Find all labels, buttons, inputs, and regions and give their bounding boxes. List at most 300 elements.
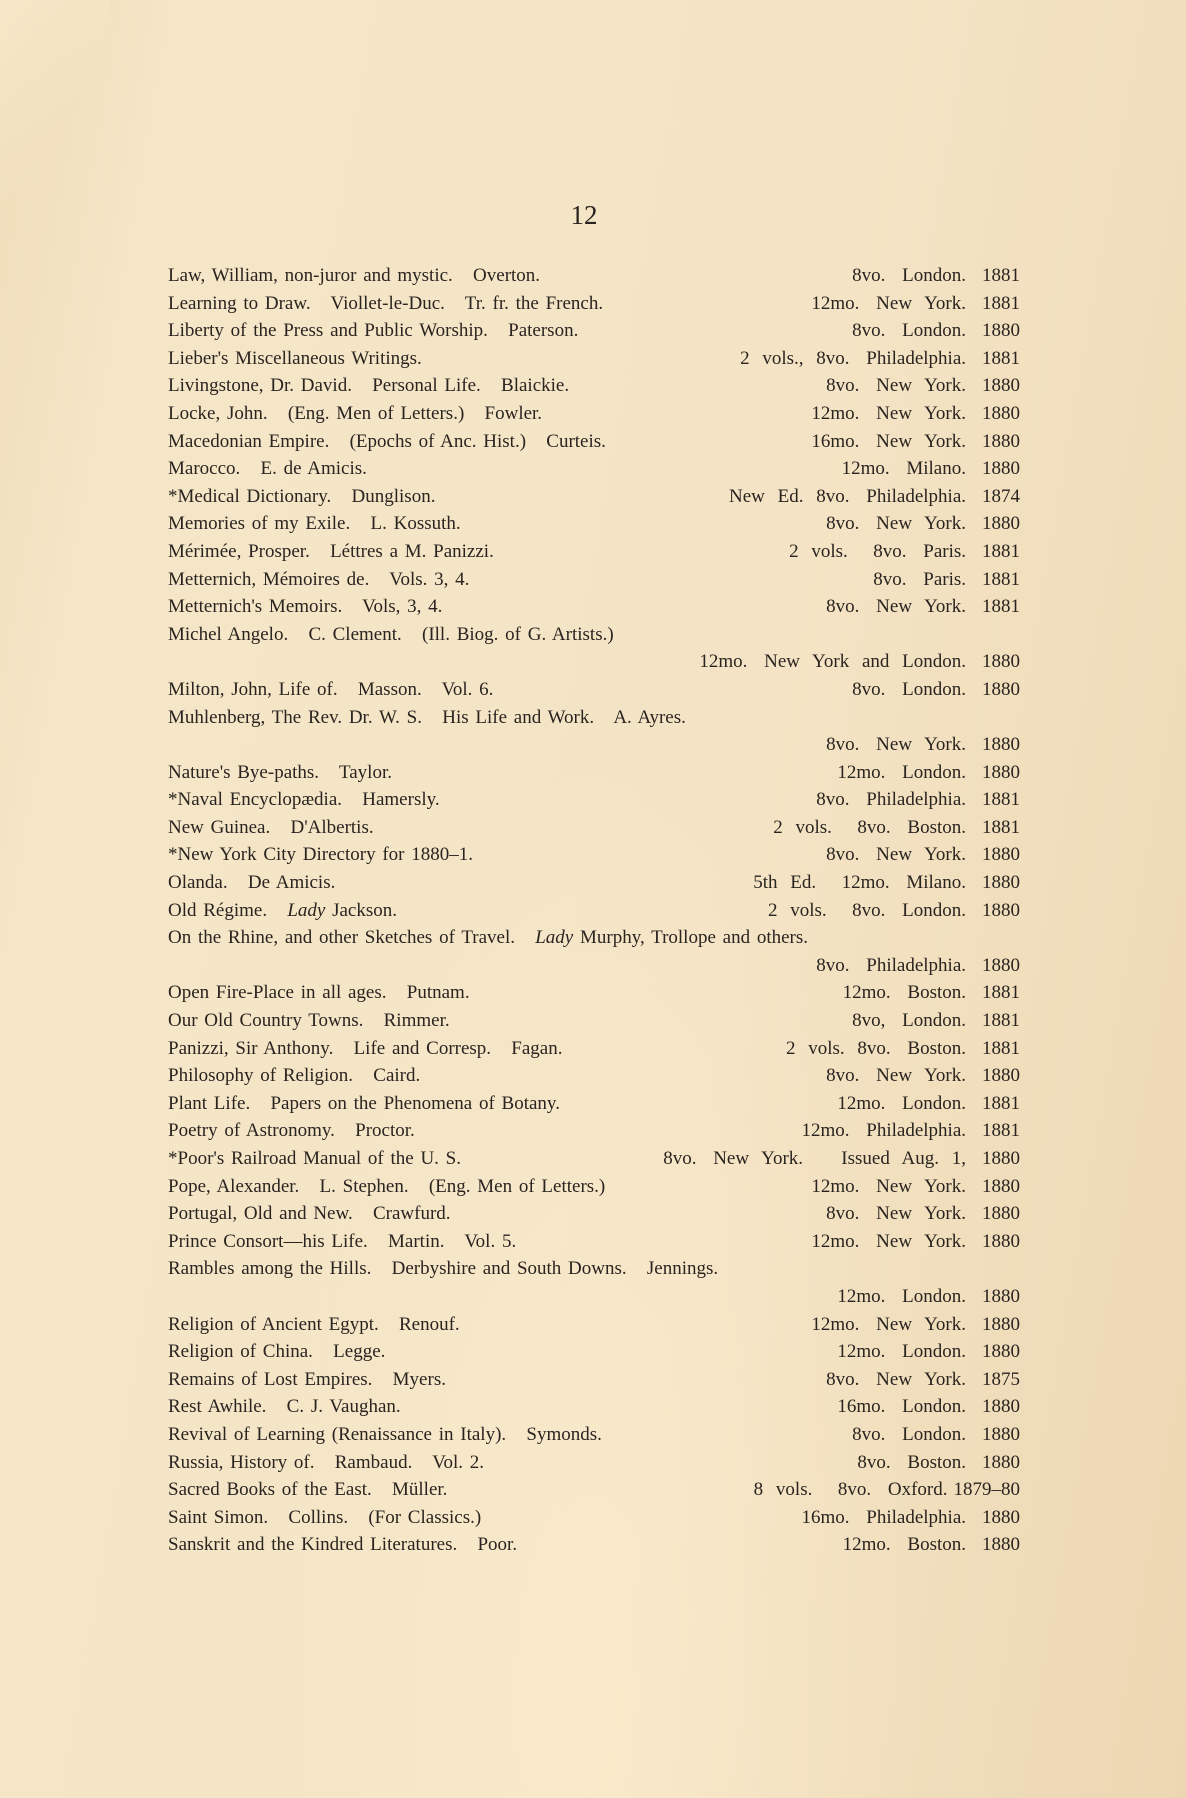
- list-item: [168, 1200, 1020, 1228]
- entry-line: [168, 869, 1020, 897]
- entry-line: [168, 1421, 1020, 1449]
- entry-format: New Ed. 8vo.: [729, 485, 850, 507]
- entry-imprint: [852, 1421, 1020, 1449]
- list-item: [168, 704, 1020, 759]
- entry-format: 2 vols. 8vo.: [767, 899, 886, 921]
- list-item: [168, 621, 1020, 676]
- entry-place: Boston.: [894, 816, 966, 838]
- entry-title: Religion of Ancient Egypt. Renouf.: [168, 1313, 460, 1335]
- entry-year: 1880: [982, 1175, 1020, 1197]
- list-item: [168, 455, 1020, 483]
- list-item: [168, 786, 1020, 814]
- entry-imprint: [811, 1228, 1020, 1256]
- entry-imprint: [843, 979, 1020, 1007]
- entry-year: 1880: [982, 734, 1020, 756]
- entry-title: Learning to Draw. Viollet-le-Duc. Tr. fr. the French.: [168, 292, 604, 314]
- entry-format: 16mo.: [837, 1396, 886, 1418]
- entry-place: New York.: [863, 375, 966, 397]
- entry-format: 8vo.: [816, 954, 850, 976]
- entry-imprint: [773, 814, 1020, 842]
- entry-place: Boston.: [894, 982, 966, 1004]
- entry-place: London.: [889, 265, 966, 286]
- entry-format: 12mo.: [837, 1092, 886, 1114]
- entry-year: 1880: [982, 430, 1020, 452]
- entry-place: London.: [889, 1010, 966, 1032]
- entry-imprint: [842, 455, 1020, 483]
- entry-year: 1880: [982, 402, 1020, 424]
- entry-year: 1881: [982, 1120, 1020, 1142]
- entry-place: Paris.: [910, 568, 966, 590]
- entry-year: 1881: [982, 568, 1020, 590]
- entry-place: New York.: [863, 596, 966, 618]
- entry-line: [168, 676, 1020, 704]
- entry-line-continued: [168, 952, 1020, 980]
- entry-place: New York.: [863, 844, 966, 866]
- entry-format: 12mo.: [811, 1175, 860, 1197]
- entry-title: Law, William, non-juror and mystic. Overton.: [168, 265, 541, 286]
- entry-line: [168, 1145, 1020, 1173]
- entry-imprint: [826, 1062, 1020, 1090]
- entry-format: 8vo.: [826, 734, 860, 756]
- entry-title: Saint Simon. Collins. (For Classics.): [168, 1506, 482, 1528]
- list-item: [168, 510, 1020, 538]
- list-item: [168, 1228, 1020, 1256]
- entry-format: 8vo.: [826, 513, 860, 535]
- list-item: [168, 538, 1020, 566]
- entry-place: London.: [889, 678, 966, 700]
- entry-place: London.: [889, 1285, 966, 1307]
- entry-line: [168, 566, 1020, 594]
- entry-title: Sanskrit and the Kindred Literatures. Poor.: [168, 1534, 518, 1556]
- entry-title: Livingstone, Dr. David. Personal Life. Blaickie.: [168, 375, 570, 397]
- entry-title: Macedonian Empire. (Epochs of Anc. Hist.) Curteis.: [168, 430, 606, 452]
- entry-imprint: [811, 1311, 1020, 1339]
- entry-line: [168, 1255, 1020, 1283]
- entry-year: 1874: [982, 485, 1020, 507]
- entry-year: 1880: [982, 1506, 1020, 1528]
- list-item: [168, 814, 1020, 842]
- entry-year: 1881: [982, 292, 1020, 314]
- entry-format: 8vo.: [826, 375, 860, 397]
- entry-place: New York.: [863, 292, 966, 314]
- entry-place: New York.: [863, 1368, 966, 1390]
- entry-line: [168, 814, 1020, 842]
- list-item: [168, 1449, 1020, 1477]
- entry-year: 1881: [982, 540, 1020, 562]
- list-item: [168, 428, 1020, 456]
- entry-year: 1880: [982, 954, 1020, 976]
- entry-imprint: [837, 1393, 1020, 1421]
- entry-place: New York.: [863, 1230, 966, 1252]
- list-item: [168, 1062, 1020, 1090]
- entry-line: [168, 1476, 1020, 1504]
- entry-place: London.: [889, 1341, 966, 1363]
- entry-year: 1880: [982, 375, 1020, 397]
- entry-imprint: [811, 290, 1020, 318]
- entry-imprint: [740, 345, 1020, 373]
- entry-year: 1881: [982, 789, 1020, 811]
- entry-place: New York.: [863, 402, 966, 424]
- entry-line: [168, 1338, 1020, 1366]
- entry-imprint: [852, 317, 1020, 345]
- entry-place: New York. Issued Aug. 1,: [700, 1148, 966, 1169]
- entry-year: 1881: [982, 265, 1020, 286]
- entry-year: 1881: [982, 816, 1020, 838]
- entry-format: 8vo.: [857, 1451, 891, 1473]
- entry-title: Rest Awhile. C. J. Vaughan.: [168, 1396, 401, 1418]
- entry-title: Revival of Learning (Renaissance in Italy). Symonds.: [168, 1423, 602, 1445]
- entry-format: 8vo.: [826, 1065, 860, 1087]
- entry-format: 2 vols. 8vo.: [789, 540, 907, 562]
- entry-line: [168, 428, 1020, 456]
- entry-line: [168, 1311, 1020, 1339]
- list-item: [168, 1311, 1020, 1339]
- entry-title: Old Régime. Lady Jackson.: [168, 899, 398, 921]
- entry-imprint: [789, 538, 1020, 566]
- list-item: [168, 290, 1020, 318]
- entry-title: Nature's Bye-paths. Taylor.: [168, 761, 392, 783]
- entry-year: 1880: [982, 1396, 1020, 1418]
- entry-year: 1879–80: [953, 1479, 1020, 1501]
- entry-year: 1880: [982, 513, 1020, 535]
- list-item: [168, 1421, 1020, 1449]
- entry-place: London.: [889, 1423, 966, 1445]
- entry-line: [168, 1531, 1020, 1559]
- entry-place: New York.: [863, 1203, 966, 1225]
- entry-year: 1880: [982, 872, 1020, 894]
- entry-format: 12mo.: [842, 1534, 891, 1556]
- entry-line-continued: [168, 1283, 1020, 1311]
- entry-year: 1881: [982, 1092, 1020, 1114]
- entry-year: 1880: [982, 1203, 1020, 1225]
- entry-format: 8vo,: [852, 1010, 886, 1032]
- entry-line: [168, 786, 1020, 814]
- entry-title: Metternich's Memoirs. Vols, 3, 4.: [168, 596, 443, 618]
- entry-imprint: [801, 1504, 1020, 1532]
- entry-line: [168, 1007, 1020, 1035]
- entry-imprint: [843, 1531, 1020, 1559]
- entry-line: [168, 345, 1020, 373]
- entry-year: 1880: [982, 1341, 1020, 1363]
- entry-place: London.: [889, 899, 966, 921]
- entry-format: 12mo.: [837, 1285, 886, 1307]
- entry-line: [168, 704, 1020, 732]
- list-item: [168, 676, 1020, 704]
- list-item: [168, 345, 1020, 373]
- entry-place: Boston.: [894, 1451, 966, 1473]
- entry-place: Milano.: [893, 458, 966, 480]
- entry-line: [168, 290, 1020, 318]
- entry-format: 8vo.: [852, 265, 886, 286]
- entry-line: [168, 1449, 1020, 1477]
- entry-title: *Poor's Railroad Manual of the U. S.: [168, 1148, 462, 1169]
- entry-line: [168, 400, 1020, 428]
- entry-title: Religion of China. Legge.: [168, 1341, 386, 1363]
- entry-line: [168, 1200, 1020, 1228]
- entry-title: Remains of Lost Empires. Myers.: [168, 1368, 446, 1390]
- entry-title: Panizzi, Sir Anthony. Life and Corresp. Fagan.: [168, 1037, 563, 1059]
- list-item: [168, 1173, 1020, 1201]
- entry-line: [168, 841, 1020, 869]
- entry-line: [168, 897, 1020, 925]
- entry-imprint: [811, 400, 1020, 428]
- entry-title: Pope, Alexander. L. Stephen. (Eng. Men of Letters.): [168, 1175, 606, 1197]
- entry-format: 8vo.: [816, 789, 850, 811]
- entry-imprint: [811, 1173, 1020, 1201]
- bibliography-list: [168, 262, 1020, 1559]
- entry-imprint: [852, 1007, 1020, 1035]
- entry-title: Mérimée, Prosper. Léttres a M. Panizzi.: [168, 540, 494, 562]
- entry-format: 12mo.: [842, 982, 891, 1004]
- list-item: [168, 1007, 1020, 1035]
- entry-line-continued: [168, 648, 1020, 676]
- entry-format: 8 vols. 8vo.: [753, 1479, 872, 1501]
- list-item: [168, 372, 1020, 400]
- entry-line: [168, 621, 1020, 649]
- entry-imprint: [857, 1449, 1020, 1477]
- entry-format: 12mo.: [811, 402, 860, 424]
- list-item: [168, 759, 1020, 787]
- entry-format: 16mo.: [811, 430, 860, 452]
- entry-format: 12mo.: [841, 458, 890, 480]
- entry-imprint: [811, 428, 1020, 456]
- entry-line: [168, 372, 1020, 400]
- entry-year: 1880: [982, 899, 1020, 921]
- list-item: [168, 1531, 1020, 1559]
- entry-imprint: [826, 841, 1020, 869]
- page-fold-shading: [0, 0, 110, 200]
- entry-title-italic: Lady: [535, 927, 574, 949]
- entry-imprint: [826, 1200, 1020, 1228]
- entry-format: 8vo.: [826, 596, 860, 618]
- entry-imprint: [816, 786, 1020, 814]
- list-item: [168, 1338, 1020, 1366]
- entry-year: 1880: [982, 320, 1020, 342]
- entry-imprint: [852, 676, 1020, 704]
- entry-line: [168, 483, 1020, 511]
- entry-place: New York.: [863, 1313, 966, 1335]
- entry-imprint: [826, 372, 1020, 400]
- entry-line: [168, 593, 1020, 621]
- entry-line: [168, 1117, 1020, 1145]
- entry-year: 1881: [982, 1010, 1020, 1032]
- entry-year: 1880: [982, 1451, 1020, 1473]
- entry-line: [168, 979, 1020, 1007]
- entry-place: Philadelphia.: [853, 1506, 966, 1528]
- list-item: [168, 1145, 1020, 1173]
- list-item: [168, 1117, 1020, 1145]
- entry-format: 8vo.: [826, 1203, 860, 1225]
- entry-title: New Guinea. D'Albertis.: [168, 816, 374, 838]
- entry-format: 8vo.: [663, 1148, 697, 1169]
- entry-place: Philadelphia.: [853, 789, 966, 811]
- entry-imprint: [852, 262, 1020, 290]
- entry-format: 8vo.: [826, 1368, 860, 1390]
- list-item: [168, 979, 1020, 1007]
- list-item: [168, 483, 1020, 511]
- entry-line: [168, 1035, 1020, 1063]
- entry-imprint: [826, 731, 1020, 759]
- entry-line-continued: [168, 731, 1020, 759]
- list-item: [168, 1366, 1020, 1394]
- entry-imprint: [786, 1035, 1020, 1063]
- entry-format: 12mo.: [811, 1313, 860, 1335]
- entry-line: [168, 1393, 1020, 1421]
- entry-year: 1880: [982, 458, 1020, 480]
- entry-line: [168, 924, 1020, 952]
- list-item: [168, 262, 1020, 290]
- entry-title: Metternich, Mémoires de. Vols. 3, 4.: [168, 568, 470, 590]
- list-item: [168, 317, 1020, 345]
- entry-place: Boston.: [894, 1534, 966, 1556]
- entry-line: [168, 262, 1020, 290]
- list-item: [168, 1393, 1020, 1421]
- entry-imprint: [826, 1366, 1020, 1394]
- entry-line: [168, 317, 1020, 345]
- entry-imprint: [837, 1283, 1020, 1311]
- entry-place: Philadelphia.: [853, 954, 966, 976]
- entry-format: 8vo.: [852, 678, 886, 700]
- entry-year: 1880: [982, 761, 1020, 783]
- entry-place: Philadelphia.: [853, 485, 966, 507]
- entry-place: Philadelphia.: [853, 1120, 966, 1142]
- entry-title: Prince Consort—his Life. Martin. Vol. 5.: [168, 1230, 517, 1252]
- entry-title: Michel Angelo. C. Clement. (Ill. Biog. of G. Artists.): [168, 623, 614, 645]
- entry-year: 1881: [982, 1037, 1020, 1059]
- entry-title: Locke, John. (Eng. Men of Letters.) Fowler.: [168, 402, 543, 424]
- entry-title: *Medical Dictionary. Dunglison.: [168, 485, 436, 507]
- entry-format: 12mo.: [837, 761, 886, 783]
- entry-year: 1880: [982, 1285, 1020, 1307]
- entry-imprint: [837, 1338, 1020, 1366]
- entry-title: *Naval Encyclopædia. Hamersly.: [168, 789, 440, 811]
- entry-imprint: [837, 759, 1020, 787]
- entry-line: [168, 759, 1020, 787]
- entry-imprint: [801, 1117, 1020, 1145]
- entry-imprint: [768, 897, 1020, 925]
- list-item: [168, 566, 1020, 594]
- entry-title: Philosophy of Religion. Caird.: [168, 1065, 421, 1087]
- page-number: 12: [570, 200, 598, 230]
- entry-year: 1881: [982, 596, 1020, 618]
- entry-title: On the Rhine, and other Sketches of Travel. Lady Murphy, Trollope and others.: [168, 927, 809, 949]
- entry-title: Lieber's Miscellaneous Writings.: [168, 347, 422, 369]
- entry-year: 1880: [982, 844, 1020, 866]
- list-item: [168, 869, 1020, 897]
- entry-line: [168, 1228, 1020, 1256]
- entry-place: Oxford.: [875, 1479, 948, 1501]
- entry-title: Olanda. De Amicis.: [168, 872, 336, 894]
- entry-format: 8vo.: [873, 568, 907, 590]
- entry-line: [168, 1062, 1020, 1090]
- list-item: [168, 924, 1020, 979]
- list-item: [168, 593, 1020, 621]
- entry-year: 1880: [982, 1534, 1020, 1556]
- entry-imprint: [816, 952, 1020, 980]
- entry-title: Muhlenberg, The Rev. Dr. W. S. His Life and Work. A. Ayres.: [168, 706, 686, 728]
- entry-place: New York and London.: [751, 651, 966, 673]
- entry-format: 8vo.: [852, 320, 886, 342]
- entry-format: 16mo.: [801, 1506, 850, 1528]
- entry-format: 8vo.: [852, 1423, 886, 1445]
- entry-format: 2 vols., 8vo.: [740, 347, 850, 369]
- entry-imprint: [826, 593, 1020, 621]
- entry-place: London.: [889, 1396, 966, 1418]
- entry-year: 1880: [982, 1065, 1020, 1087]
- list-item: [168, 1035, 1020, 1063]
- list-item: [168, 1476, 1020, 1504]
- entry-format: 12mo.: [811, 1230, 860, 1252]
- entry-line: [168, 1366, 1020, 1394]
- entry-place: New York.: [863, 513, 966, 535]
- entry-imprint: [826, 510, 1020, 538]
- entry-place: Paris.: [910, 540, 966, 562]
- entry-year: 1881: [982, 347, 1020, 369]
- entry-place: Milano.: [893, 872, 966, 894]
- entry-year: 1880: [982, 678, 1020, 700]
- entry-format: 5th Ed. 12mo.: [753, 872, 890, 894]
- entry-year: 1880: [982, 1230, 1020, 1252]
- entry-title: Rambles among the Hills. Derbyshire and South Downs. Jennings.: [168, 1258, 719, 1280]
- entry-format: 12mo.: [837, 1341, 886, 1363]
- entry-format: 8vo.: [826, 844, 860, 866]
- entry-title: *New York City Directory for 1880–1.: [168, 844, 474, 866]
- list-item: [168, 897, 1020, 925]
- entry-year: 1880: [982, 1423, 1020, 1445]
- entry-imprint: [837, 1090, 1020, 1118]
- entry-year: 1880: [982, 1148, 1020, 1169]
- entry-title: Liberty of the Press and Public Worship. Paterson.: [168, 320, 579, 342]
- entry-title: Milton, John, Life of. Masson. Vol. 6.: [168, 678, 494, 700]
- entry-imprint: [663, 1145, 1020, 1173]
- list-item: [168, 1255, 1020, 1310]
- entry-place: Philadelphia.: [853, 347, 966, 369]
- entry-title: Marocco. E. de Amicis.: [168, 458, 367, 480]
- entry-title-italic: Lady: [287, 899, 326, 921]
- list-item: [168, 400, 1020, 428]
- entry-title: Russia, History of. Rambaud. Vol. 2.: [168, 1451, 485, 1473]
- entry-line: [168, 1090, 1020, 1118]
- entry-place: Boston.: [894, 1037, 966, 1059]
- entry-format: 12mo.: [801, 1120, 850, 1142]
- entry-line: [168, 455, 1020, 483]
- entry-place: London.: [889, 320, 966, 342]
- entry-place: New York.: [863, 1065, 966, 1087]
- entry-year: 1880: [982, 651, 1020, 673]
- entry-year: 1880: [982, 1313, 1020, 1335]
- entry-title: Open Fire-Place in all ages. Putnam.: [168, 982, 470, 1004]
- entry-imprint: [873, 566, 1020, 594]
- entry-title: Our Old Country Towns. Rimmer.: [168, 1010, 450, 1032]
- entry-format: 2 vols. 8vo.: [785, 1037, 891, 1059]
- entry-format: 12mo.: [811, 292, 860, 314]
- entry-line: [168, 1504, 1020, 1532]
- entry-imprint: [729, 483, 1020, 511]
- entry-place: New York.: [863, 430, 966, 452]
- entry-place: New York.: [863, 1175, 966, 1197]
- entry-year: 1875: [982, 1368, 1020, 1390]
- entry-line: [168, 538, 1020, 566]
- list-item: [168, 1504, 1020, 1532]
- list-item: [168, 1090, 1020, 1118]
- entry-place: New York.: [863, 734, 966, 756]
- entry-title: Poetry of Astronomy. Proctor.: [168, 1120, 415, 1142]
- list-item: [168, 841, 1020, 869]
- entry-title: Sacred Books of the East. Müller.: [168, 1479, 448, 1501]
- entry-place: London.: [889, 1092, 966, 1114]
- entry-imprint: [753, 869, 1020, 897]
- entry-place: London.: [889, 761, 966, 783]
